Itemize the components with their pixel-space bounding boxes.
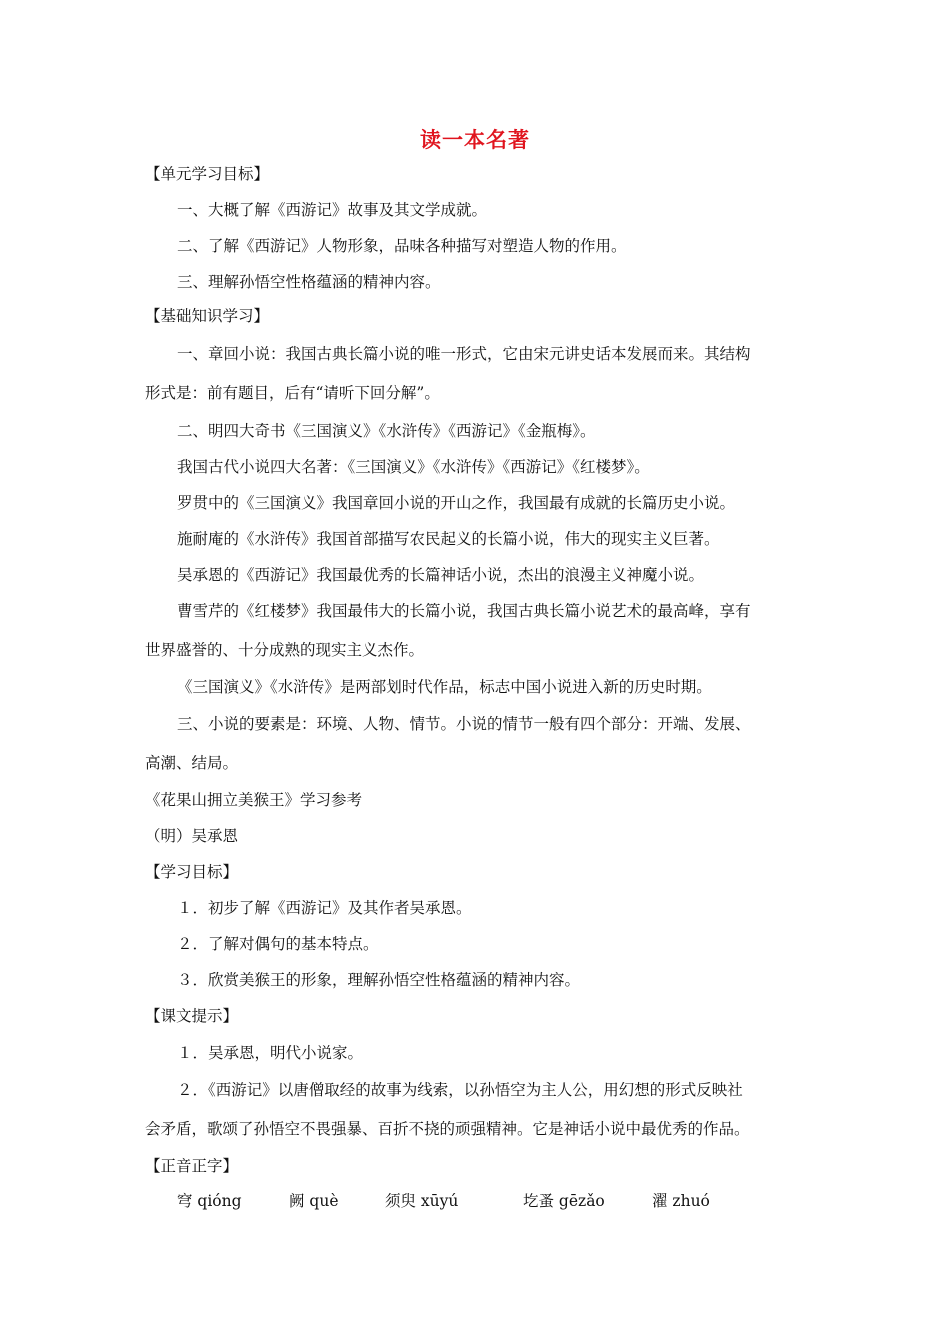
section-heading: 【正音正字】 (145, 1157, 239, 1175)
section-heading: 【学习目标】 (145, 863, 239, 881)
paragraph-line: 会矛盾，歌颂了孙悟空不畏强暴、百折不挠的顽强精神。它是神话小说中最优秀的作品。 (145, 1120, 750, 1138)
paragraph-line: 二、了解《西游记》人物形象，品味各种描写对塑造人物的作用。 (177, 237, 627, 255)
list-item: ３．欣赏美猴王的形象，理解孙悟空性格蕴涵的精神内容。 (177, 971, 581, 989)
paragraph-line: 形式是：前有题目，后有“请听下回分解”。 (145, 384, 440, 402)
pinyin-item: 穹 qióng (177, 1192, 242, 1210)
paragraph-line: 一、章回小说：我国古典长篇小说的唯一形式，它由宋元讲史话本发展而来。其结构 (177, 345, 751, 363)
paragraph-line: 三、理解孙悟空性格蕴涵的精神内容。 (177, 273, 441, 291)
pinyin-item: 须臾 xūyú (385, 1192, 459, 1210)
list-item: ２．《西游记》以唐僧取经的故事为线索，以孙悟空为主人公，用幻想的形式反映社 (177, 1081, 743, 1099)
paragraph-line: 三、小说的要素是：环境、人物、情节。小说的情节一般有四个部分：开端、发展、 (177, 715, 751, 733)
document-title: 读一本名著 (420, 127, 530, 152)
paragraph-line: 吴承恩的《西游记》我国最优秀的长篇神话小说，杰出的浪漫主义神魔小说。 (177, 566, 705, 584)
paragraph-line: 罗贯中的《三国演义》我国章回小说的开山之作，我国最有成就的长篇历史小说。 (177, 494, 736, 512)
pinyin-item: 圪蚤 gēzǎo (523, 1192, 605, 1210)
paragraph-line: 我国古代小说四大名著：《三国演义》《水浒传》《西游记》《红楼梦》。 (177, 458, 650, 476)
paragraph-line: 一、大概了解《西游记》故事及其文学成就。 (177, 201, 488, 219)
paragraph-line: 高潮、结局。 (145, 754, 239, 772)
list-item: １．吴承恩，明代小说家。 (177, 1044, 364, 1062)
pinyin-item: 濯 zhuó (652, 1192, 710, 1210)
list-item: １．初步了解《西游记》及其作者吴承恩。 (177, 899, 472, 917)
paragraph-line: 曹雪芹的《红楼梦》我国最伟大的长篇小说，我国古典长篇小说艺术的最高峰，享有 (177, 602, 751, 620)
paragraph-line: 二、明四大奇书《三国演义》《水浒传》《西游记》《金瓶梅》。 (177, 422, 596, 440)
reference-title: 《花果山拥立美猴王》学习参考 (145, 791, 363, 809)
paragraph-line: 《三国演义》《水浒传》是两部划时代作品，标志中国小说进入新的历史时期。 (177, 678, 712, 696)
author-line: （明）吴承恩 (145, 827, 239, 845)
section-heading: 【课文提示】 (145, 1007, 239, 1025)
section-heading: 【基础知识学习】 (145, 307, 270, 325)
paragraph-line: 施耐庵的《水浒传》我国首部描写农民起义的长篇小说，伟大的现实主义巨著。 (177, 530, 720, 548)
paragraph-line: 世界盛誉的、十分成熟的现实主义杰作。 (145, 641, 425, 659)
list-item: ２．了解对偶句的基本特点。 (177, 935, 379, 953)
pinyin-item: 阙 què (289, 1192, 339, 1210)
section-heading: 【单元学习目标】 (145, 165, 270, 183)
